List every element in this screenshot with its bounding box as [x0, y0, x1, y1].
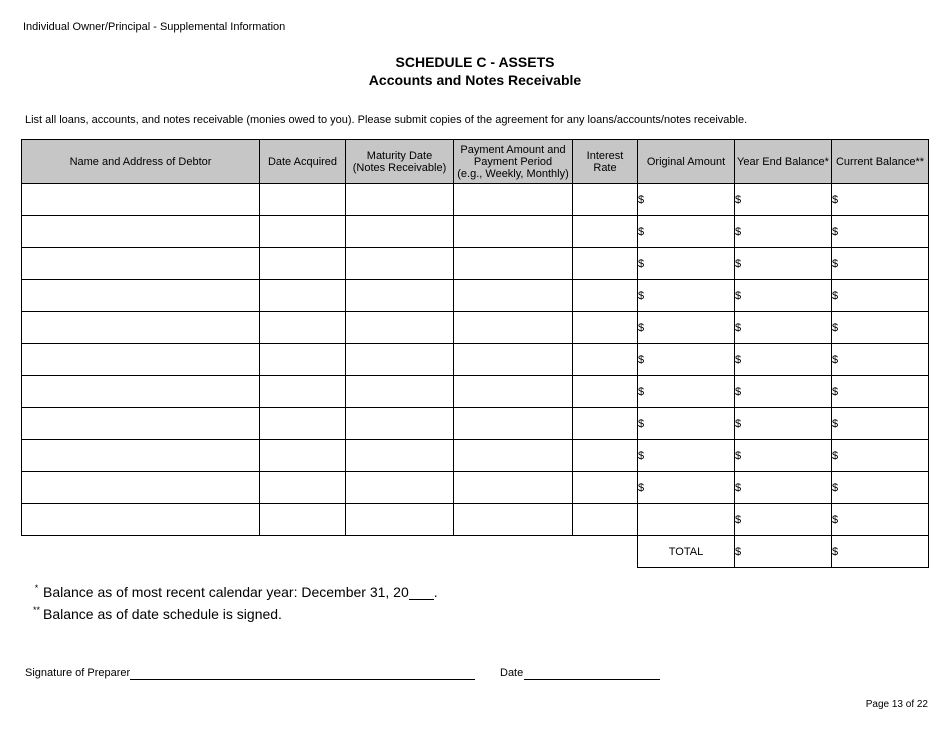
signature-label: Signature of Preparer — [25, 667, 131, 679]
payment-cell[interactable] — [454, 472, 573, 504]
original-amount-cell[interactable]: $ — [638, 312, 735, 344]
col-maturity-date: Maturity Date (Notes Receivable) — [346, 140, 454, 184]
total-label: TOTAL — [638, 536, 735, 568]
table-row — [22, 280, 929, 312]
year-end-balance-cell[interactable]: $ — [735, 280, 832, 312]
debtor-name-cell[interactable] — [22, 184, 260, 216]
year-end-balance-cell[interactable]: $ — [735, 408, 832, 440]
date-acquired-cell[interactable] — [260, 440, 346, 472]
total-row-spacer — [22, 536, 638, 568]
year-end-balance-cell[interactable]: $ — [735, 440, 832, 472]
footnote-text: Balance as of most recent calendar year: December 31, 20 — [43, 584, 409, 600]
year-blank-field[interactable] — [409, 585, 434, 600]
date-acquired-cell[interactable] — [260, 504, 346, 536]
date-acquired-cell[interactable] — [260, 216, 346, 248]
footnote-year-end — [30, 583, 438, 600]
year-end-balance-cell[interactable]: $ — [735, 312, 832, 344]
table-row — [22, 216, 929, 248]
year-end-balance-cell[interactable]: $ — [735, 504, 832, 536]
schedule-subtitle: Accounts and Notes Receivable — [368, 72, 582, 88]
interest-rate-cell[interactable] — [573, 472, 638, 504]
interest-rate-cell[interactable] — [573, 184, 638, 216]
date-line[interactable] — [524, 679, 660, 680]
interest-rate-cell[interactable] — [573, 280, 638, 312]
debtor-name-cell[interactable] — [22, 504, 260, 536]
maturity-date-cell[interactable] — [346, 280, 454, 312]
current-balance-cell[interactable]: $ — [832, 504, 929, 536]
col-payment-amount-period: Payment Amount and Payment Period (e.g., Weekly, Monthly) — [454, 140, 573, 184]
current-balance-cell[interactable]: $ — [832, 376, 929, 408]
year-end-balance-cell[interactable]: $ — [735, 184, 832, 216]
table-row — [22, 504, 929, 536]
table-row — [22, 408, 929, 440]
original-amount-cell[interactable]: $ — [638, 472, 735, 504]
date-acquired-cell[interactable] — [260, 248, 346, 280]
footnote-current — [30, 605, 282, 622]
year-end-balance-cell[interactable]: $ — [735, 344, 832, 376]
debtor-name-cell[interactable] — [22, 408, 260, 440]
table-header-row — [22, 140, 929, 184]
original-amount-cell[interactable]: $ — [638, 216, 735, 248]
schedule-title: SCHEDULE C - ASSETS — [395, 54, 555, 70]
payment-cell[interactable] — [454, 248, 573, 280]
maturity-date-cell[interactable] — [346, 216, 454, 248]
date-acquired-cell[interactable] — [260, 312, 346, 344]
current-balance-cell[interactable]: $ — [832, 440, 929, 472]
date-acquired-cell[interactable] — [260, 280, 346, 312]
payment-cell[interactable] — [454, 504, 573, 536]
interest-rate-cell[interactable] — [573, 248, 638, 280]
payment-cell[interactable] — [454, 408, 573, 440]
debtor-name-cell[interactable] — [22, 440, 260, 472]
signature-line[interactable] — [130, 679, 475, 680]
table-row — [22, 376, 929, 408]
page-number: Page 13 of 22 — [865, 699, 928, 710]
original-amount-cell[interactable]: $ — [638, 280, 735, 312]
payment-cell[interactable] — [454, 312, 573, 344]
payment-cell[interactable] — [454, 184, 573, 216]
year-end-balance-cell[interactable]: $ — [735, 248, 832, 280]
interest-rate-cell[interactable] — [573, 216, 638, 248]
maturity-date-cell[interactable] — [346, 312, 454, 344]
original-amount-cell[interactable]: $ — [638, 248, 735, 280]
debtor-name-cell[interactable] — [22, 344, 260, 376]
current-balance-cell[interactable]: $ — [832, 280, 929, 312]
maturity-date-cell[interactable] — [346, 440, 454, 472]
current-balance-cell[interactable]: $ — [832, 216, 929, 248]
maturity-date-cell[interactable] — [346, 344, 454, 376]
table-row — [22, 472, 929, 504]
payment-cell[interactable] — [454, 376, 573, 408]
maturity-date-cell[interactable] — [346, 376, 454, 408]
col-interest-rate: Interest Rate — [573, 140, 638, 184]
maturity-date-cell[interactable] — [346, 408, 454, 440]
original-amount-cell[interactable]: $ — [638, 184, 735, 216]
table-row — [22, 344, 929, 376]
table-row — [22, 312, 929, 344]
debtor-name-cell[interactable] — [22, 312, 260, 344]
date-label: Date — [500, 667, 524, 679]
year-end-balance-cell[interactable]: $ — [735, 376, 832, 408]
date-acquired-cell[interactable] — [260, 184, 346, 216]
date-acquired-cell[interactable] — [260, 376, 346, 408]
payment-cell[interactable] — [454, 216, 573, 248]
current-balance-cell[interactable]: $ — [832, 312, 929, 344]
year-end-balance-cell[interactable]: $ — [735, 216, 832, 248]
current-balance-cell[interactable]: $ — [832, 248, 929, 280]
maturity-date-cell[interactable] — [346, 472, 454, 504]
debtor-name-cell[interactable] — [22, 472, 260, 504]
total-current-balance-cell[interactable]: $ — [832, 536, 929, 568]
interest-rate-cell[interactable] — [573, 312, 638, 344]
payment-cell[interactable] — [454, 440, 573, 472]
current-balance-cell[interactable]: $ — [832, 184, 929, 216]
debtor-name-cell[interactable] — [22, 216, 260, 248]
footnote-text: Balance as of date schedule is signed. — [43, 606, 282, 622]
current-balance-cell[interactable]: $ — [832, 472, 929, 504]
interest-rate-cell[interactable] — [573, 408, 638, 440]
debtor-name-cell[interactable] — [22, 248, 260, 280]
original-amount-cell[interactable]: $ — [638, 376, 735, 408]
date-acquired-cell[interactable] — [260, 472, 346, 504]
interest-rate-cell[interactable] — [573, 504, 638, 536]
interest-rate-cell[interactable] — [573, 376, 638, 408]
original-amount-cell[interactable]: $ — [638, 344, 735, 376]
original-amount-cell[interactable] — [638, 504, 735, 536]
original-amount-cell[interactable]: $ — [638, 408, 735, 440]
footnote-marker: * — [34, 583, 39, 593]
date-acquired-cell[interactable] — [260, 408, 346, 440]
maturity-date-cell[interactable] — [346, 248, 454, 280]
instructions: List all loans, accounts, and notes receivable (monies owed to you). Please submit copies of the agreement for any loans/accounts/notes receivable. — [25, 114, 748, 126]
total-year-end-balance-cell[interactable]: $ — [735, 536, 832, 568]
form-header: Individual Owner/Principal - Supplemental Information — [23, 21, 286, 33]
payment-cell[interactable] — [454, 280, 573, 312]
receivables-table — [21, 139, 929, 568]
table-row — [22, 184, 929, 216]
maturity-date-cell[interactable] — [346, 184, 454, 216]
col-year-end-balance: Year End Balance* — [735, 140, 832, 184]
col-original-amount: Original Amount — [638, 140, 735, 184]
year-end-balance-cell[interactable]: $ — [735, 472, 832, 504]
payment-cell[interactable] — [454, 344, 573, 376]
table-row — [22, 248, 929, 280]
maturity-date-cell[interactable] — [346, 504, 454, 536]
date-acquired-cell[interactable] — [260, 344, 346, 376]
debtor-name-cell[interactable] — [22, 376, 260, 408]
interest-rate-cell[interactable] — [573, 440, 638, 472]
table-row — [22, 440, 929, 472]
current-balance-cell[interactable]: $ — [832, 408, 929, 440]
col-debtor-name-address: Name and Address of Debtor — [22, 140, 260, 184]
col-date-acquired: Date Acquired — [260, 140, 346, 184]
footnote-marker: ** — [32, 605, 40, 615]
col-current-balance: Current Balance** — [832, 140, 929, 184]
debtor-name-cell[interactable] — [22, 280, 260, 312]
original-amount-cell[interactable]: $ — [638, 440, 735, 472]
interest-rate-cell[interactable] — [573, 344, 638, 376]
current-balance-cell[interactable]: $ — [832, 344, 929, 376]
total-row — [22, 536, 929, 568]
footnote-period: . — [433, 584, 438, 600]
